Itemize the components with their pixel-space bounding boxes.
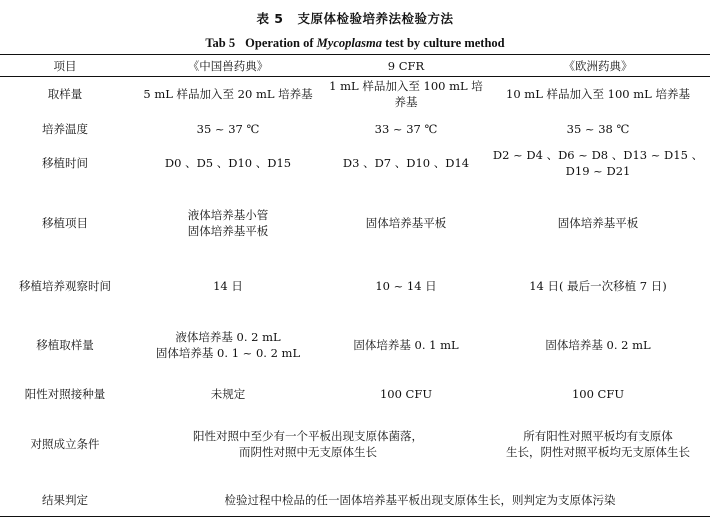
cell-cn: 未规定: [210, 387, 246, 401]
cell-eu: 100 CFU: [571, 387, 625, 401]
cell-cfr: 固体培养基 0. 1 mL: [353, 338, 459, 352]
row-label: 移植项目: [42, 216, 88, 230]
cell-cfr: 1 mL 样品加入至 100 mL 培养基: [329, 79, 483, 109]
cell-eu: 所有阳性对照平板均有支原体 生长，阴性对照平板均无支原体生长: [506, 429, 690, 459]
cell-cfr: 固体培养基平板: [365, 216, 447, 230]
cell-cn: 5 mL 样品加入至 20 mL 培养基: [143, 87, 313, 101]
cell-cfr: 100 CFU: [379, 387, 433, 401]
cell-cn: 液体培养基 0. 2 mL 固体培养基 0. 1 ~ 0. 2 mL: [155, 330, 301, 360]
cell-cfr: 10 ~ 14 日: [375, 279, 437, 293]
cell-cfr: D3 、D7 、D10 、D14: [342, 156, 470, 170]
row-label: 移植培养观察时间: [19, 279, 111, 293]
header-item: 项目: [53, 58, 77, 73]
row-label: 移植时间: [42, 156, 88, 170]
row-label: 移植取样量: [36, 338, 94, 352]
table-number-en: Tab 5: [205, 36, 236, 50]
cell-all-merged: 检验过程中检品的任一固体培养基平板出现支原体生长，则判定为支原体污染: [224, 493, 616, 507]
header-rule: [0, 76, 710, 77]
cell-eu: D2 ~ D4 、D6 ~ D8 、D13 ~ D15 、D19 ~ D21: [492, 148, 704, 178]
table-title-cn-text: 支原体检验培养法检验方法: [297, 11, 454, 26]
row-label: 培养温度: [42, 122, 88, 136]
row-label: 结果判定: [42, 493, 88, 507]
row-label: 阳性对照接种量: [24, 387, 106, 401]
header-chinese-vet-pharmacopoeia: 《中国兽药典》: [187, 58, 269, 73]
table-title-cn: [0, 9, 710, 27]
table-title-en-pre: Operation of: [245, 36, 317, 50]
cell-cn-cfr-merged: 阳性对照中至少有一个平板出现支原体菌落， 而阴性对照中无支原体生长: [193, 429, 423, 459]
cell-cfr: 33 ~ 37 ℃: [374, 122, 438, 136]
cell-eu: 固体培养基 0. 2 mL: [545, 338, 651, 352]
cell-eu: 14 日( 最后一次移植 7 日): [529, 279, 667, 293]
header-european-pharmacopoeia: 《欧洲药典》: [563, 58, 633, 73]
table-title-en: [0, 36, 710, 51]
cell-eu: 10 mL 样品加入至 100 mL 培养基: [506, 87, 690, 101]
cell-cn: 液体培养基小管 固体培养基平板: [187, 208, 269, 238]
table-title-en-post: test by culture method: [381, 36, 505, 50]
table-title-en-italic: Mycoplasma: [316, 36, 382, 50]
cell-eu: 35 ~ 38 ℃: [566, 122, 630, 136]
cell-cn: 35 ~ 37 ℃: [196, 122, 260, 136]
cell-cn: D0 、D5 、D10 、D15: [164, 156, 292, 170]
cell-eu: 固体培养基平板: [557, 216, 639, 230]
row-label: 对照成立条件: [30, 437, 100, 451]
table-number-cn: 表 5: [256, 11, 284, 26]
cell-cn: 14 日: [213, 279, 243, 293]
row-label: 取样量: [47, 87, 83, 101]
header-9cfr: 9 CFR: [387, 58, 425, 73]
bottom-rule: [0, 516, 710, 517]
